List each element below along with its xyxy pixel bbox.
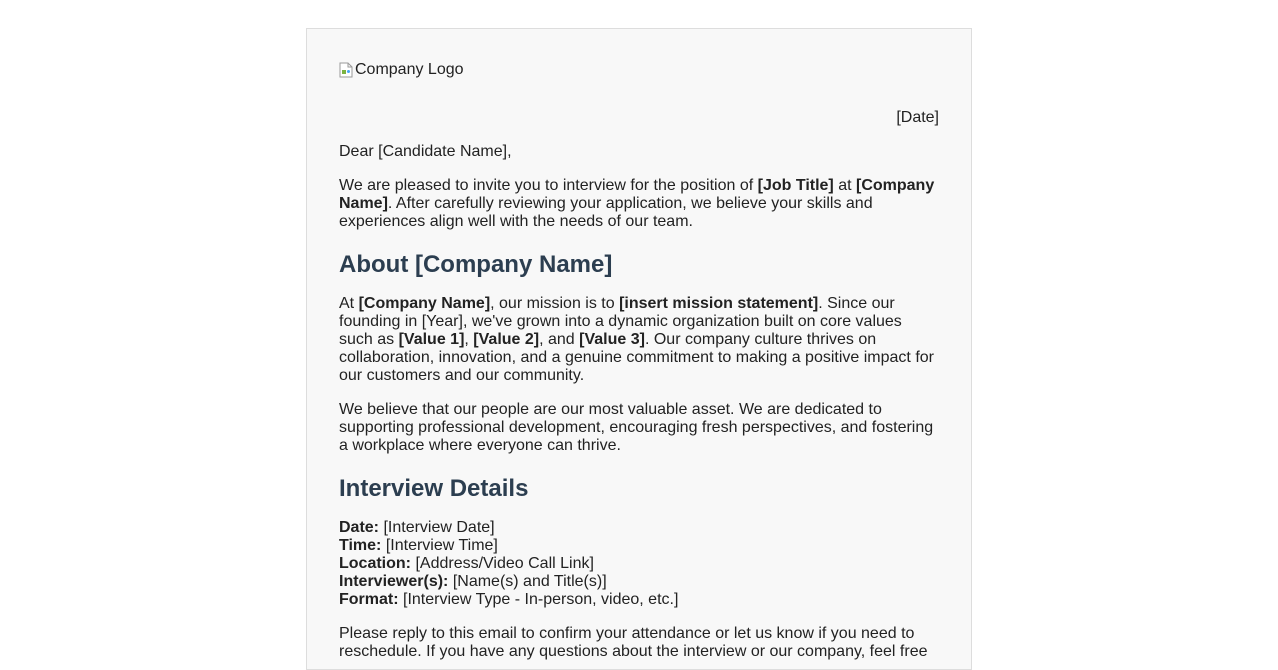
closing-paragraph: Please reply to this email to confirm your attendance or let us know if you need to reschedule. If you have any questions about the interview or our company, feel free xyxy=(339,625,928,660)
greeting: Dear [Candidate Name], xyxy=(339,143,512,160)
company-logo xyxy=(339,61,464,79)
intro-paragraph: We are pleased to invite you to interview for the position of [Job Title] at [Company Name]. After carefully reviewing your application, we believe your skills and experiences align well with the needs of our team. xyxy=(339,177,935,230)
detail-row: Date: [Interview Date] xyxy=(339,519,495,536)
people-paragraph: We believe that our people are our most valuable asset. We are dedicated to supporting professional development, encouraging fresh perspectives, and fostering a workplace where everyone can thrive. xyxy=(339,401,934,454)
detail-row: Interviewer(s): [Name(s) and Title(s)] xyxy=(339,573,607,590)
interview-details-list xyxy=(339,519,939,609)
detail-row: Location: [Address/Video Call Link] xyxy=(339,555,594,572)
job-title: [Job Title] xyxy=(757,177,834,194)
detail-row: Format: [Interview Type - In-person, video, etc.] xyxy=(339,591,679,608)
about-paragraph: At [Company Name], our mission is to [insert mission statement]. Since our founding in [Year], we've grown into a dynamic organization built on core values such as [Value 1], [Value 2], and [Value 3]. Our company culture thrives on collaboration, innovation, and a genuine commitment to making a positive impact for our customers and our community. xyxy=(339,295,934,384)
broken-image-icon xyxy=(339,62,353,78)
about-heading: About [Company Name] xyxy=(339,251,613,278)
detail-row: Time: [Interview Time] xyxy=(339,537,498,554)
company-name: [Company Name] xyxy=(339,177,935,212)
letter-container xyxy=(306,28,972,670)
logo-alt-text: Company Logo xyxy=(355,61,464,78)
interview-details-heading: Interview Details xyxy=(339,475,529,502)
letter-date: [Date] xyxy=(896,109,939,126)
